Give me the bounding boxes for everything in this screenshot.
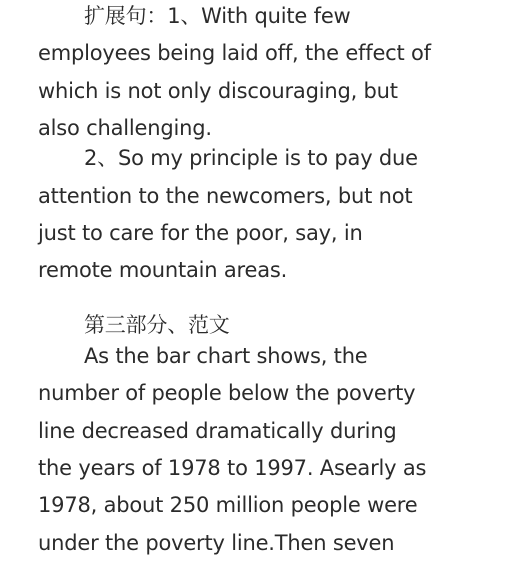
text-line-11: number of people below the poverty [38,381,416,405]
text-line-1: 扩展句：1、With quite few [84,4,351,28]
text-line-14: 1978, about 250 million people were [38,493,418,517]
text-line-12: line decreased dramatically during [38,419,397,443]
text-line-3: which is not only discouraging, but [38,79,398,103]
text-line-6: attention to the newcomers, but not [38,184,413,208]
text-line-4: also challenging. [38,116,212,140]
section-heading: 第三部分、范文 [84,313,230,337]
text-line-5: 2、So my principle is to pay due [84,146,418,170]
text-line-13: the years of 1978 to 1997. Asearly as [38,456,427,480]
text-line-7: just to care for the poor, say, in [38,221,363,245]
text-line-15: under the poverty line.Then seven [38,531,395,555]
text-line-8: remote mountain areas. [38,258,288,282]
text-line-10: As the bar chart shows, the [84,344,368,368]
text-line-2: employees being laid off, the effect of [38,41,431,65]
